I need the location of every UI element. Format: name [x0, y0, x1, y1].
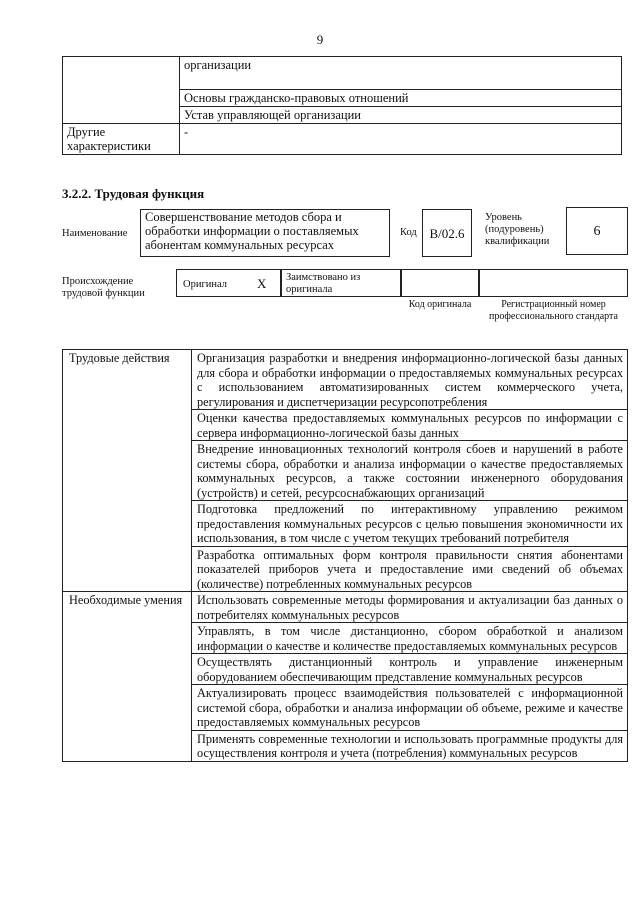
original-box [176, 269, 281, 297]
table-row [63, 57, 622, 90]
table-cell: Подготовка предложений по интерактивному управлению режимом предоставления коммунальных ресурсов с целью повышения экономичности их использования, в том числе с учетом текущих требований потребителя [192, 501, 628, 547]
table-cell: Применять современные технологии и использовать программные продукты для осуществления контроля и учета (потребления) коммунальных ресурсов [192, 730, 628, 761]
level-label: Уровень (подуровень) квалификации [485, 212, 550, 247]
section-heading: 3.2.2. Трудовая функция [62, 186, 205, 201]
section-label: Необходимые умения [63, 592, 192, 762]
table-cell: - [180, 124, 622, 155]
table-cell: Актуализировать процесс взаимодействия пользователей с информационной системой сбора, обработки и анализа информации об объеме, режиме и качестве предоставляемых коммунальных ресурсов [192, 685, 628, 731]
page-number: 9 [316, 32, 324, 47]
level-value: 6 [566, 207, 628, 255]
table-cell: Разработка оптимальных форм контроля правильности снятия абонентами показателей приборов учета и предоставление ими сведений об объемах (количестве) потребленных коммунальных ресурсов [192, 546, 628, 592]
table-cell: Оценки качества предоставляемых коммунальных ресурсов по информации с сервера информационно-логической базы данных [192, 410, 628, 441]
main-table [62, 349, 628, 762]
section-label: Трудовые действия [63, 350, 192, 592]
top-table [62, 56, 622, 155]
table-cell: Использовать современные методы формирования и актуализации баз данных о потребителях коммунальных ресурсов [192, 592, 628, 623]
code-original-box [401, 269, 479, 297]
table-cell: Управлять, в том числе дистанционно, сбором обработкой и анализом информации о качестве и количестве предоставляемых коммунальных ресурсов [192, 623, 628, 654]
table-cell: Основы гражданско-правовых отношений [180, 90, 622, 107]
table-cell: Устав управляющей организации [180, 107, 622, 124]
row-label: Другие характеристики [63, 124, 180, 155]
name-label: Наименование [62, 228, 128, 239]
table-row [63, 592, 628, 623]
original-mark: X [257, 276, 267, 291]
original-label: Оригинал [183, 279, 227, 290]
table-cell: Организация разработки и внедрения информационно-логической базы данных для сбора и обработки информации о предоставляемых коммунальных ресурсах с использованием автоматизированных систем коммерческого учета, регулирования и диспетчеризации ресурсопотребления [192, 350, 628, 410]
reg-number-caption: Регистрационный номер профессионального стандарта [489, 299, 618, 322]
table-cell: Внедрение инновационных технологий контроля сбоев и нарушений в работе системы сбора, обработки и анализа информации о качестве предоставляемых коммунальных ресурсов, а также состоянии инженерного оборудования (устройств) и сетей, ресурсоснабжающих организаций [192, 441, 628, 501]
table-row [63, 124, 622, 155]
table-row [63, 350, 628, 410]
table-cell: организации [180, 57, 622, 90]
reg-number-box [479, 269, 628, 297]
origin-label: Происхождение трудовой функции [62, 276, 145, 299]
borrowed-label: Заимствовано из оригинала [286, 272, 361, 295]
row-label [63, 57, 180, 124]
table-cell: Осуществлять дистанционный контроль и управление инженерным оборудованием обеспечивающим представление коммунальных ресурсов [192, 654, 628, 685]
code-label: Код [400, 227, 417, 238]
code-original-caption: Код оригинала [408, 299, 472, 310]
code-value: B/02.6 [422, 209, 472, 257]
borrowed-box [281, 269, 401, 297]
function-name: Совершенствование методов сбора и обработки информации о поставляемых абонентам коммунальных ресурсах [140, 209, 390, 257]
